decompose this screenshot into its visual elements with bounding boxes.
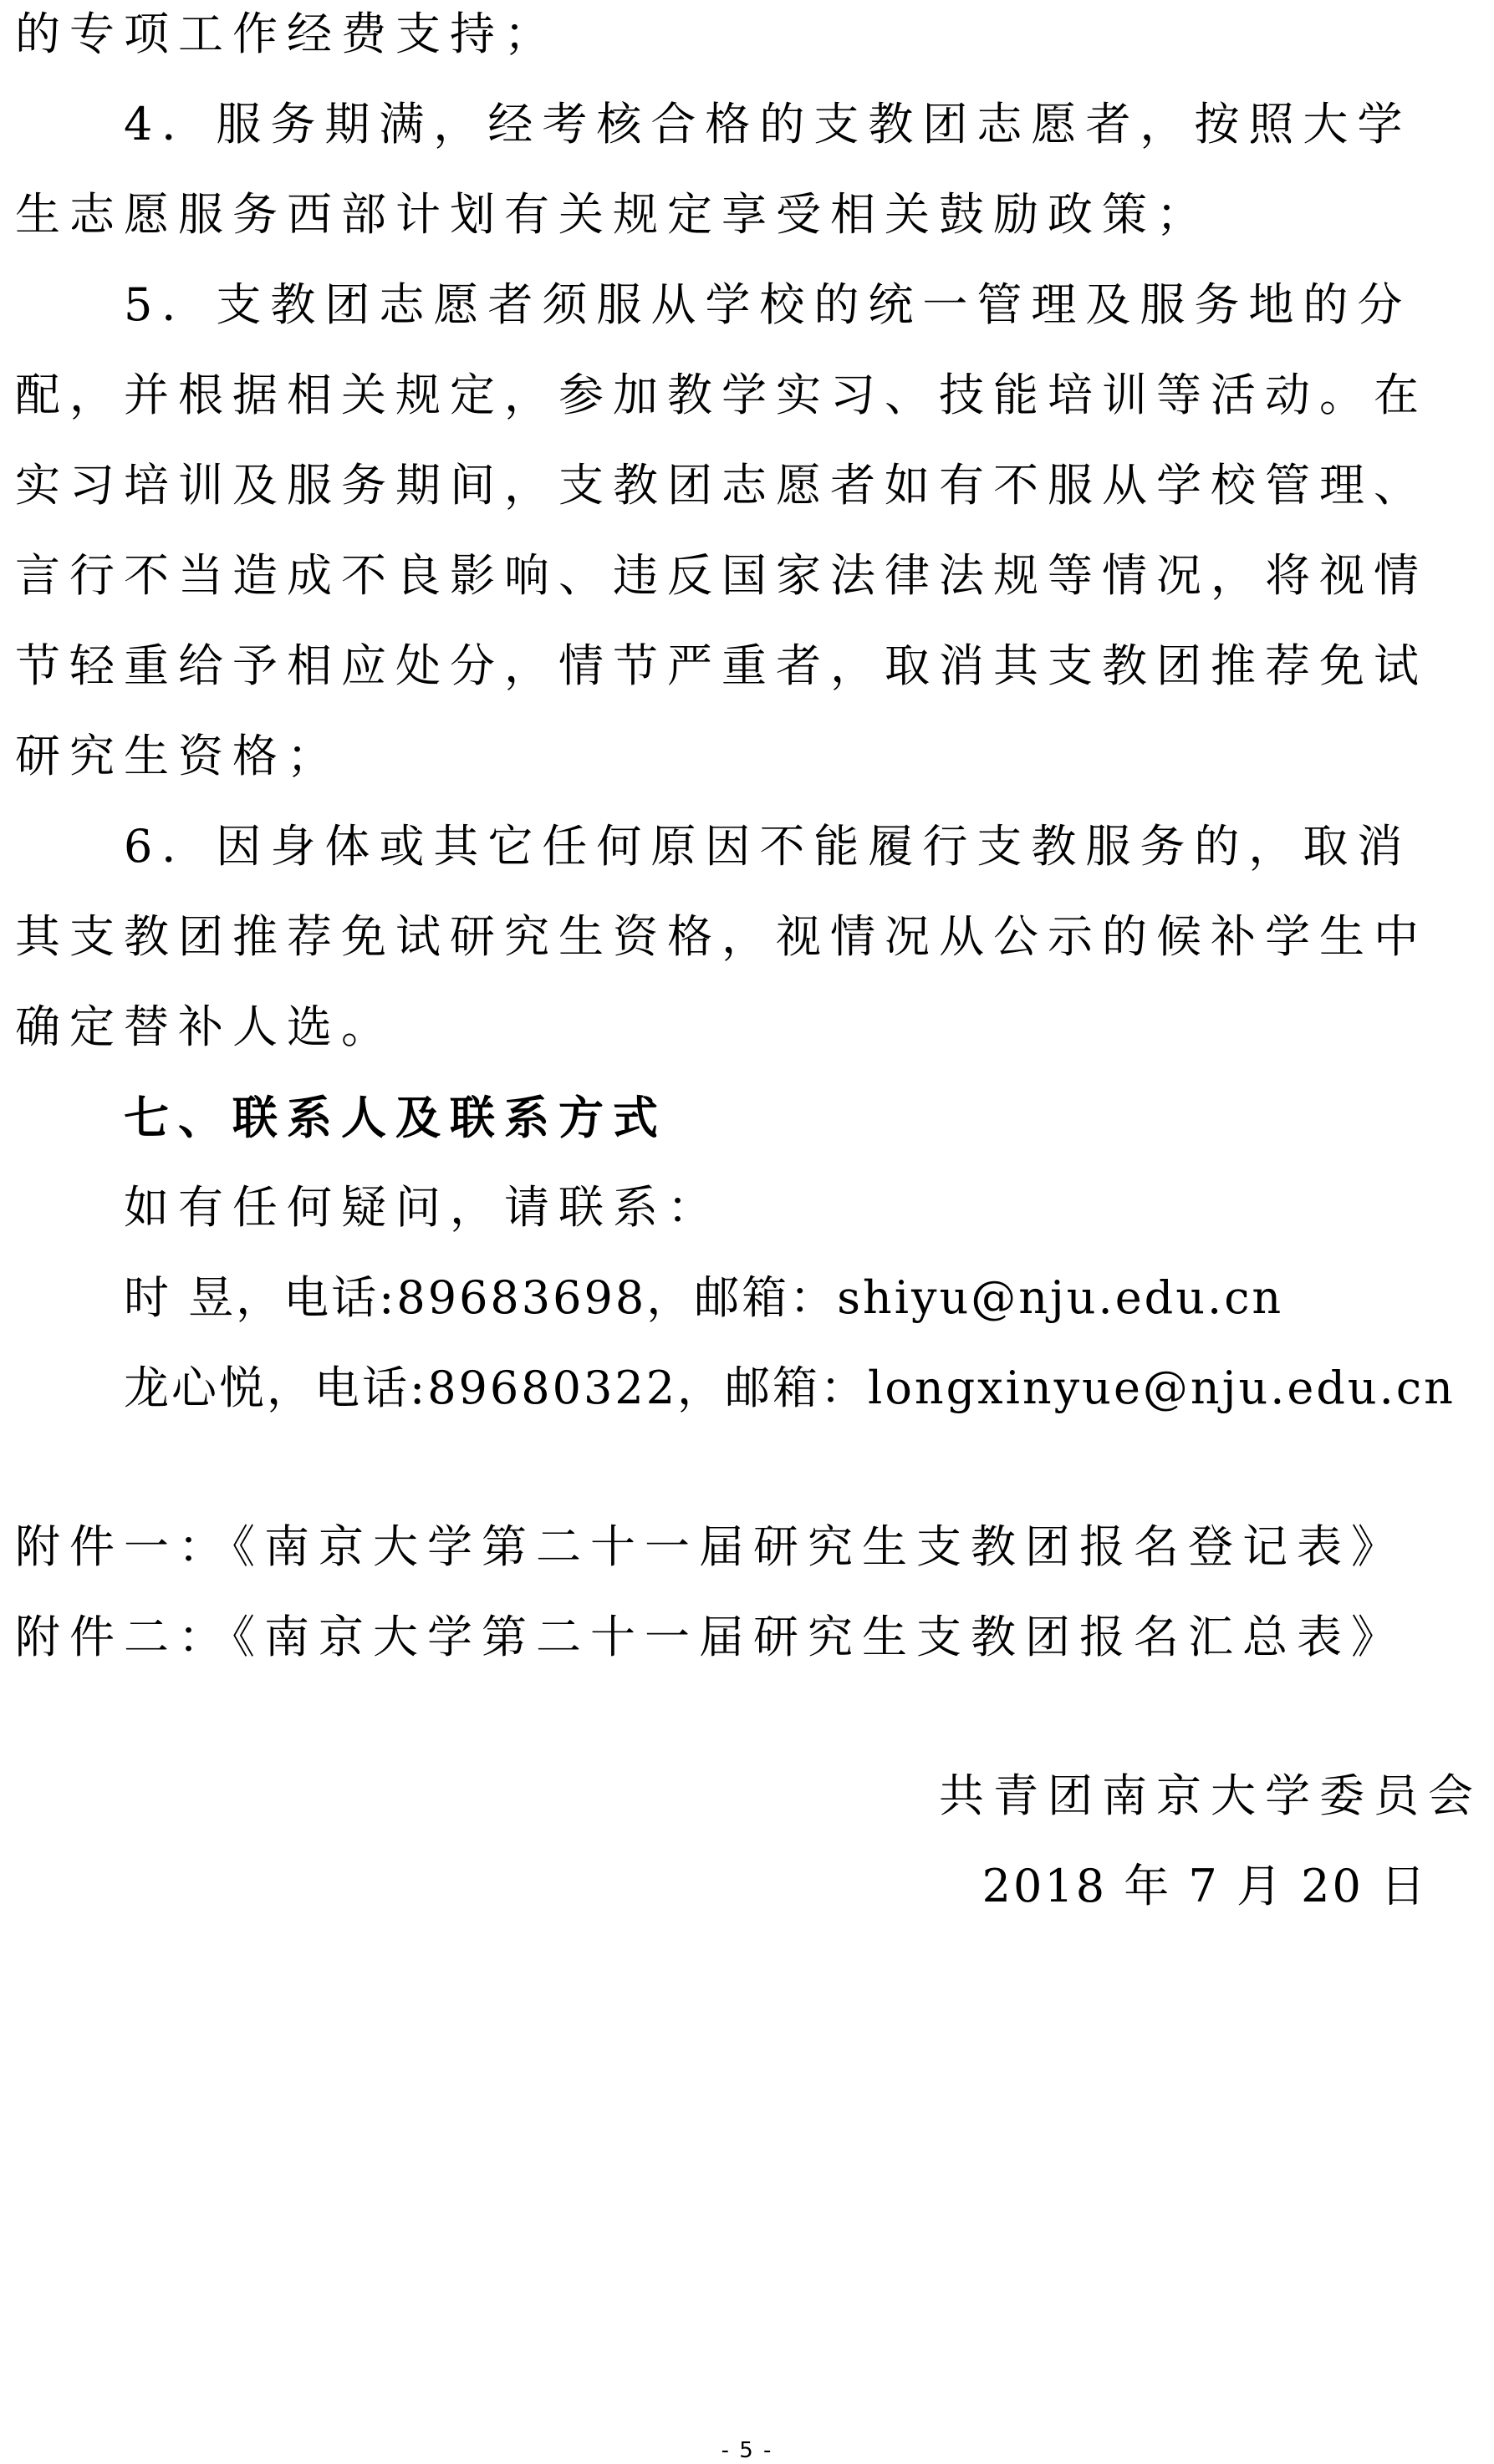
page-number: - 5 - [721, 2438, 773, 2463]
body-line-2: 4．服务期满，经考核合格的支教团志愿者，按照大学 [124, 98, 1412, 150]
contact-person-1: 时 昱，电话:89683698，邮箱：shiyu@nju.edu.cn [124, 1271, 1284, 1324]
body-line-11: 其支教团推荐免试研究生资格，视情况从公示的候补学生中 [15, 910, 1428, 963]
body-line-8: 节轻重给予相应处分，情节严重者，取消其支教团推荐免试 [15, 639, 1428, 692]
contact-person-2: 龙心悦，电话:89680322，邮箱：longxinyue@nju.edu.cn [124, 1362, 1456, 1414]
body-line-12: 确定替补人选。 [15, 1000, 395, 1053]
body-line-1: 的专项工作经费支持； [15, 8, 558, 60]
body-line-9: 研究生资格； [15, 730, 341, 782]
signature-date: 2018 年 7 月 20 日 [982, 1860, 1428, 1912]
contact-intro: 如有任何疑问，请联系： [124, 1181, 722, 1234]
body-line-5: 配，并根据相关规定，参加教学实习、技能培训等活动。在 [15, 369, 1428, 421]
section-heading-contact: 七、联系人及联系方式 [124, 1091, 667, 1144]
body-line-10: 6．因身体或其它任何原因不能履行支教服务的，取消 [124, 820, 1412, 873]
body-line-3: 生志愿服务西部计划有关规定享受相关鼓励政策； [15, 188, 1211, 241]
attachment-1: 附件一：《南京大学第二十一届研究生支教团报名登记表》 [15, 1520, 1405, 1573]
body-line-6: 实习培训及服务期间，支教团志愿者如有不服从学校管理、 [15, 459, 1428, 512]
signature-organization: 共青团南京大学委员会 [939, 1769, 1482, 1822]
attachment-2: 附件二：《南京大学第二十一届研究生支教团报名汇总表》 [15, 1611, 1405, 1663]
body-line-4: 5．支教团志愿者须服从学校的统一管理及服务地的分 [124, 278, 1412, 331]
body-line-7: 言行不当造成不良影响、违反国家法律法规等情况，将视情 [15, 549, 1428, 602]
